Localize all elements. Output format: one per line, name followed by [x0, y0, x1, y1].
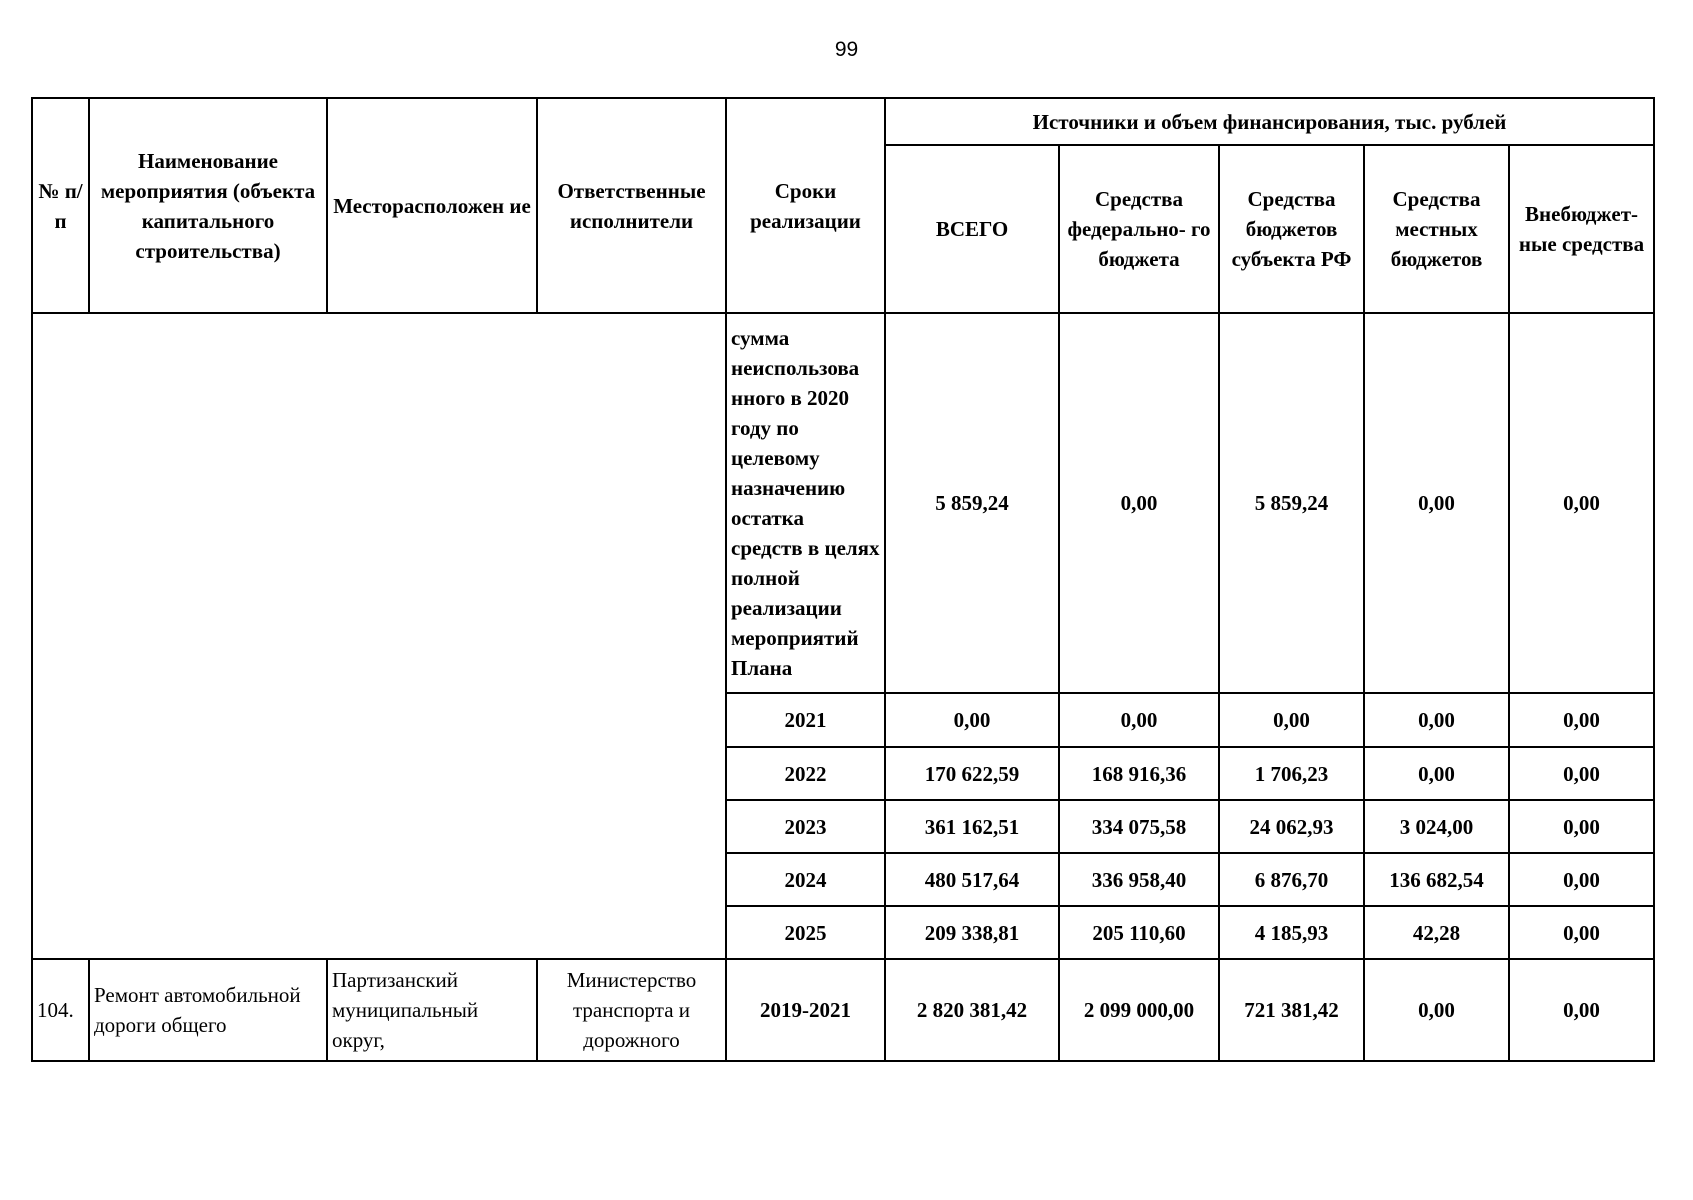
local-cell: 3 024,00 [1364, 800, 1509, 853]
item-total-cell: 2 820 381,42 [885, 959, 1059, 1061]
header-regional: Средства бюджетов субъекта РФ [1219, 145, 1364, 313]
federal-cell: 334 075,58 [1059, 800, 1219, 853]
header-total: ВСЕГО [885, 145, 1059, 313]
local-cell: 42,28 [1364, 906, 1509, 959]
total-cell: 170 622,59 [885, 747, 1059, 800]
item-period-cell: 2019-2021 [726, 959, 885, 1061]
federal-cell: 336 958,40 [1059, 853, 1219, 906]
total-cell: 209 338,81 [885, 906, 1059, 959]
item-responsible-cell: Министерство транспорта и дорожного [537, 959, 726, 1061]
extra-cell: 0,00 [1509, 800, 1654, 853]
period-cell: сумма неиспользова нного в 2020 году по целевому назначению остатка средств в целях полной реализации мероприятий Плана [726, 313, 885, 693]
federal-cell: 205 110,60 [1059, 906, 1219, 959]
regional-cell: 4 185,93 [1219, 906, 1364, 959]
total-cell: 5 859,24 [885, 313, 1059, 693]
extra-cell: 0,00 [1509, 693, 1654, 747]
table-row-item-104 [32, 959, 1654, 1061]
local-cell: 0,00 [1364, 693, 1509, 747]
local-cell: 0,00 [1364, 313, 1509, 693]
total-cell: 480 517,64 [885, 853, 1059, 906]
item-location-cell: Партизанский муниципальный округ, [327, 959, 537, 1061]
period-cell: 2022 [726, 747, 885, 800]
period-cell: 2021 [726, 693, 885, 747]
total-cell: 361 162,51 [885, 800, 1059, 853]
item-local-cell: 0,00 [1364, 959, 1509, 1061]
page-number: 99 [834, 38, 859, 61]
federal-cell: 168 916,36 [1059, 747, 1219, 800]
total-cell: 0,00 [885, 693, 1059, 747]
period-cell: 2025 [726, 906, 885, 959]
extra-cell: 0,00 [1509, 313, 1654, 693]
header-extra: Внебюджет- ные средства [1509, 145, 1654, 313]
header-local: Средства местных бюджетов [1364, 145, 1509, 313]
item-number-cell: 104. [32, 959, 89, 1061]
item-name-cell: Ремонт автомобильной дороги общего [89, 959, 327, 1061]
header-row-1 [32, 98, 1654, 145]
table-row [32, 313, 1654, 693]
header-location: Месторасположен ие [327, 98, 537, 313]
regional-cell: 1 706,23 [1219, 747, 1364, 800]
regional-cell: 0,00 [1219, 693, 1364, 747]
funding-table [31, 97, 1655, 1062]
local-cell: 0,00 [1364, 747, 1509, 800]
extra-cell: 0,00 [1509, 853, 1654, 906]
federal-cell: 0,00 [1059, 313, 1219, 693]
period-cell: 2024 [726, 853, 885, 906]
federal-cell: 0,00 [1059, 693, 1219, 747]
header-period: Сроки реализации [726, 98, 885, 313]
item-extra-cell: 0,00 [1509, 959, 1654, 1061]
item-regional-cell: 721 381,42 [1219, 959, 1364, 1061]
regional-cell: 24 062,93 [1219, 800, 1364, 853]
regional-cell: 5 859,24 [1219, 313, 1364, 693]
header-number: № п/п [32, 98, 89, 313]
extra-cell: 0,00 [1509, 906, 1654, 959]
extra-cell: 0,00 [1509, 747, 1654, 800]
continuation-blank-cell [32, 313, 726, 959]
header-funding-group: Источники и объем финансирования, тыс. рублей [885, 98, 1654, 145]
item-federal-cell: 2 099 000,00 [1059, 959, 1219, 1061]
header-federal: Средства федерально- го бюджета [1059, 145, 1219, 313]
header-name: Наименование мероприятия (объекта капитального строительства) [89, 98, 327, 313]
local-cell: 136 682,54 [1364, 853, 1509, 906]
period-cell: 2023 [726, 800, 885, 853]
header-responsible: Ответственные исполнители [537, 98, 726, 313]
regional-cell: 6 876,70 [1219, 853, 1364, 906]
